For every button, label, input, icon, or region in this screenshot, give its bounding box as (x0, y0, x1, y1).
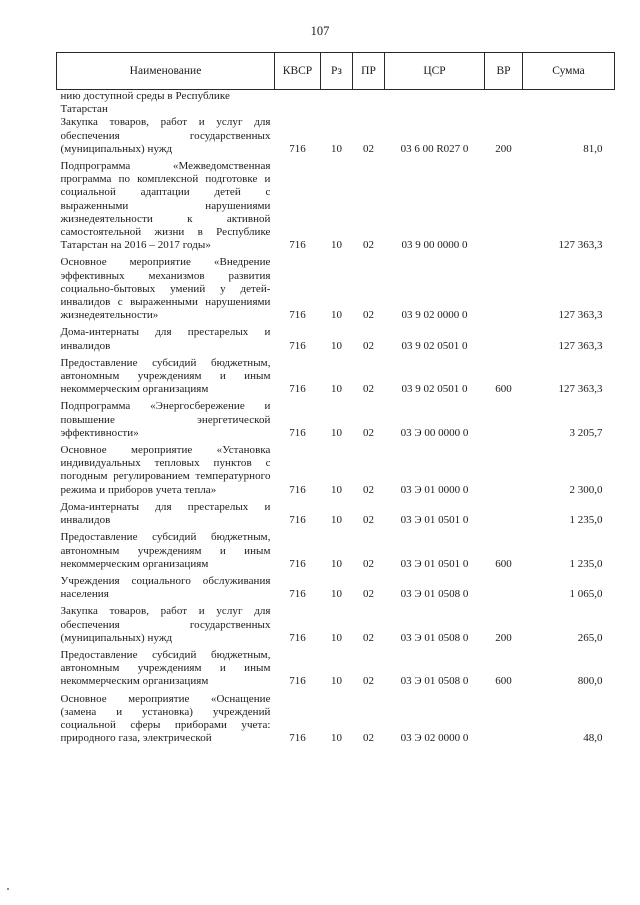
cell-sum: 127 363,3 (558, 239, 603, 252)
header-sum: Сумма (523, 53, 615, 90)
cell-name: Основное мероприятие «Внедрение эффективных механизмов развития социально-бытовых умений у детей-инвалидов с выраженными нарушениями жизнедеятельности» (60, 256, 271, 322)
cell-vr (485, 575, 523, 605)
cell-vr: 600 (495, 383, 512, 396)
cell-pr: 02 (363, 732, 374, 745)
cell-kvsr: 716 (289, 339, 306, 352)
cell-name: Закупка товаров, работ и услуг для обеспечения государственных (муниципальных) нужд (60, 605, 271, 644)
cell-name: Основное мероприятие «Оснащение (замена и установка) учреждений социальной сферы приборами учета: природного газа, электрической (60, 692, 271, 745)
cell-pr: 02 (363, 339, 374, 352)
table-row (57, 531, 615, 575)
cell-sum: 1 235,0 (569, 557, 603, 570)
cell-sum: 127 363,3 (558, 339, 603, 352)
cell-rz: 10 (331, 732, 342, 745)
header-pr: ПР (353, 53, 385, 90)
cell-pr: 02 (363, 483, 374, 496)
cell-csr: 03 Э 02 0000 0 (400, 732, 469, 745)
cell-vr (485, 400, 523, 444)
cell-csr: 03 9 02 0501 0 (401, 339, 468, 352)
cell-sum: 800,0 (577, 675, 603, 688)
header-kvsr: КВСР (275, 53, 321, 90)
cell-kvsr: 716 (289, 426, 306, 439)
cell-pr: 02 (363, 514, 374, 527)
cell-csr: 03 9 00 0000 0 (401, 239, 468, 252)
budget-table (56, 52, 615, 749)
table-row (57, 357, 615, 401)
cell-name: Предоставление субсидий бюджетным, автономным учреждениям и иным некоммерческим организациям (60, 356, 271, 396)
cell-pr: 02 (363, 239, 374, 252)
cell-rz: 10 (331, 675, 342, 688)
cell-name: Предоставление субсидий бюджетным, автономным учреждениям и иным некоммерческим организациям (60, 531, 271, 570)
cell-name: Предоставление субсидий бюджетным, автономным учреждениям и иным некоммерческим организациям (60, 648, 271, 688)
cell-sum: 81,0 (583, 142, 603, 155)
cell-sum: 48,0 (583, 732, 603, 745)
table-row (57, 400, 615, 444)
table-row (57, 693, 615, 750)
cell-kvsr: 716 (289, 631, 306, 644)
cell-pr: 02 (363, 675, 374, 688)
cell-sum: 1 065,0 (569, 588, 603, 601)
table-row (57, 116, 615, 160)
cell-csr: 03 Э 01 0508 0 (400, 588, 469, 601)
cell-kvsr: 716 (289, 588, 306, 601)
header-rz: Рз (321, 53, 353, 90)
cell-kvsr: 716 (289, 383, 306, 396)
table-row (57, 326, 615, 356)
cell-vr (485, 501, 523, 531)
continuation-line: Татарстан (60, 103, 108, 116)
cell-vr: 200 (495, 631, 512, 644)
table-row (57, 256, 615, 326)
cell-rz: 10 (331, 588, 342, 601)
cell-vr: 600 (495, 557, 512, 570)
cell-vr (485, 160, 523, 256)
cell-csr: 03 Э 00 0000 0 (400, 426, 469, 439)
cell-pr: 02 (363, 426, 374, 439)
cell-csr: 03 6 00 R027 0 (400, 142, 469, 155)
cell-name: Дома-интернаты для престарелых и инвалидов (60, 326, 271, 352)
cell-rz: 10 (331, 557, 342, 570)
cell-pr: 02 (363, 383, 374, 396)
cell-csr: 03 9 02 0000 0 (401, 309, 468, 322)
cell-vr: 600 (495, 675, 512, 688)
cell-kvsr: 716 (289, 239, 306, 252)
table-row (57, 605, 615, 649)
table-row (57, 160, 615, 256)
cell-rz: 10 (331, 426, 342, 439)
cell-rz: 10 (331, 309, 342, 322)
cell-sum: 1 235,0 (569, 514, 603, 527)
cell-kvsr: 716 (289, 309, 306, 322)
cell-kvsr: 716 (289, 557, 306, 570)
continuation-line: нию доступной среды в Республике (60, 90, 230, 102)
continuation-row (57, 90, 615, 117)
cell-rz: 10 (331, 239, 342, 252)
cell-pr: 02 (363, 142, 374, 155)
cell-rz: 10 (331, 383, 342, 396)
cell-pr: 02 (363, 588, 374, 601)
cell-name: Учреждения социального обслуживания населения (60, 574, 271, 601)
cell-csr: 03 Э 01 0501 0 (400, 557, 469, 570)
cell-pr: 02 (363, 557, 374, 570)
cell-pr: 02 (363, 309, 374, 322)
cell-vr: 200 (495, 142, 512, 155)
header-csr: ЦСР (385, 53, 485, 90)
table-row (57, 444, 615, 501)
header-name: Наименование (57, 53, 275, 90)
cell-rz: 10 (331, 631, 342, 644)
cell-sum: 3 205,7 (569, 426, 603, 439)
table-row (57, 575, 615, 605)
cell-kvsr: 716 (289, 483, 306, 496)
page-number: 107 (310, 24, 330, 38)
cell-name: Подпрограмма «Энергосбережение и повышение энергетической эффективности» (60, 400, 271, 439)
cell-kvsr: 716 (289, 732, 306, 745)
cell-rz: 10 (331, 339, 342, 352)
cell-pr: 02 (363, 631, 374, 644)
cell-csr: 03 9 02 0501 0 (401, 383, 468, 396)
table-row (57, 501, 615, 531)
cell-name: Дома-интернаты для престарелых и инвалидов (60, 500, 271, 527)
cell-kvsr: 716 (289, 142, 306, 155)
cell-rz: 10 (331, 483, 342, 496)
cell-vr (485, 444, 523, 501)
cell-sum: 127 363,3 (558, 309, 603, 322)
cell-kvsr: 716 (289, 514, 306, 527)
table-header-row (57, 53, 615, 90)
cell-name: Основное мероприятие «Установка индивидуальных тепловых пунктов с погодным регулированием температурного режима и приборов учета тепла» (60, 444, 271, 496)
cell-csr: 03 Э 01 0501 0 (400, 514, 469, 527)
cell-name: Закупка товаров, работ и услуг для обеспечения государственных (муниципальных) нужд (60, 116, 271, 155)
cell-vr (485, 326, 523, 356)
scan-speck (7, 888, 9, 890)
cell-rz: 10 (331, 514, 342, 527)
header-vr: ВР (485, 53, 523, 90)
cell-vr (485, 256, 523, 326)
cell-sum: 2 300,0 (569, 483, 603, 496)
table-row (57, 649, 615, 693)
cell-csr: 03 Э 01 0508 0 (400, 675, 469, 688)
cell-kvsr: 716 (289, 675, 306, 688)
cell-csr: 03 Э 01 0000 0 (400, 483, 469, 496)
cell-name: Подпрограмма «Межведомственная программа по комплексной подготовке и социальной адаптации детей с выраженными нарушениями жизнедеятельности к активной самостоятельной жизни в Республике Татарстан на 2016 – 2017 годы» (60, 160, 271, 252)
cell-sum: 127 363,3 (558, 383, 603, 396)
cell-csr: 03 Э 01 0508 0 (400, 631, 469, 644)
cell-sum: 265,0 (577, 631, 603, 644)
cell-vr (485, 693, 523, 750)
cell-rz: 10 (331, 142, 342, 155)
